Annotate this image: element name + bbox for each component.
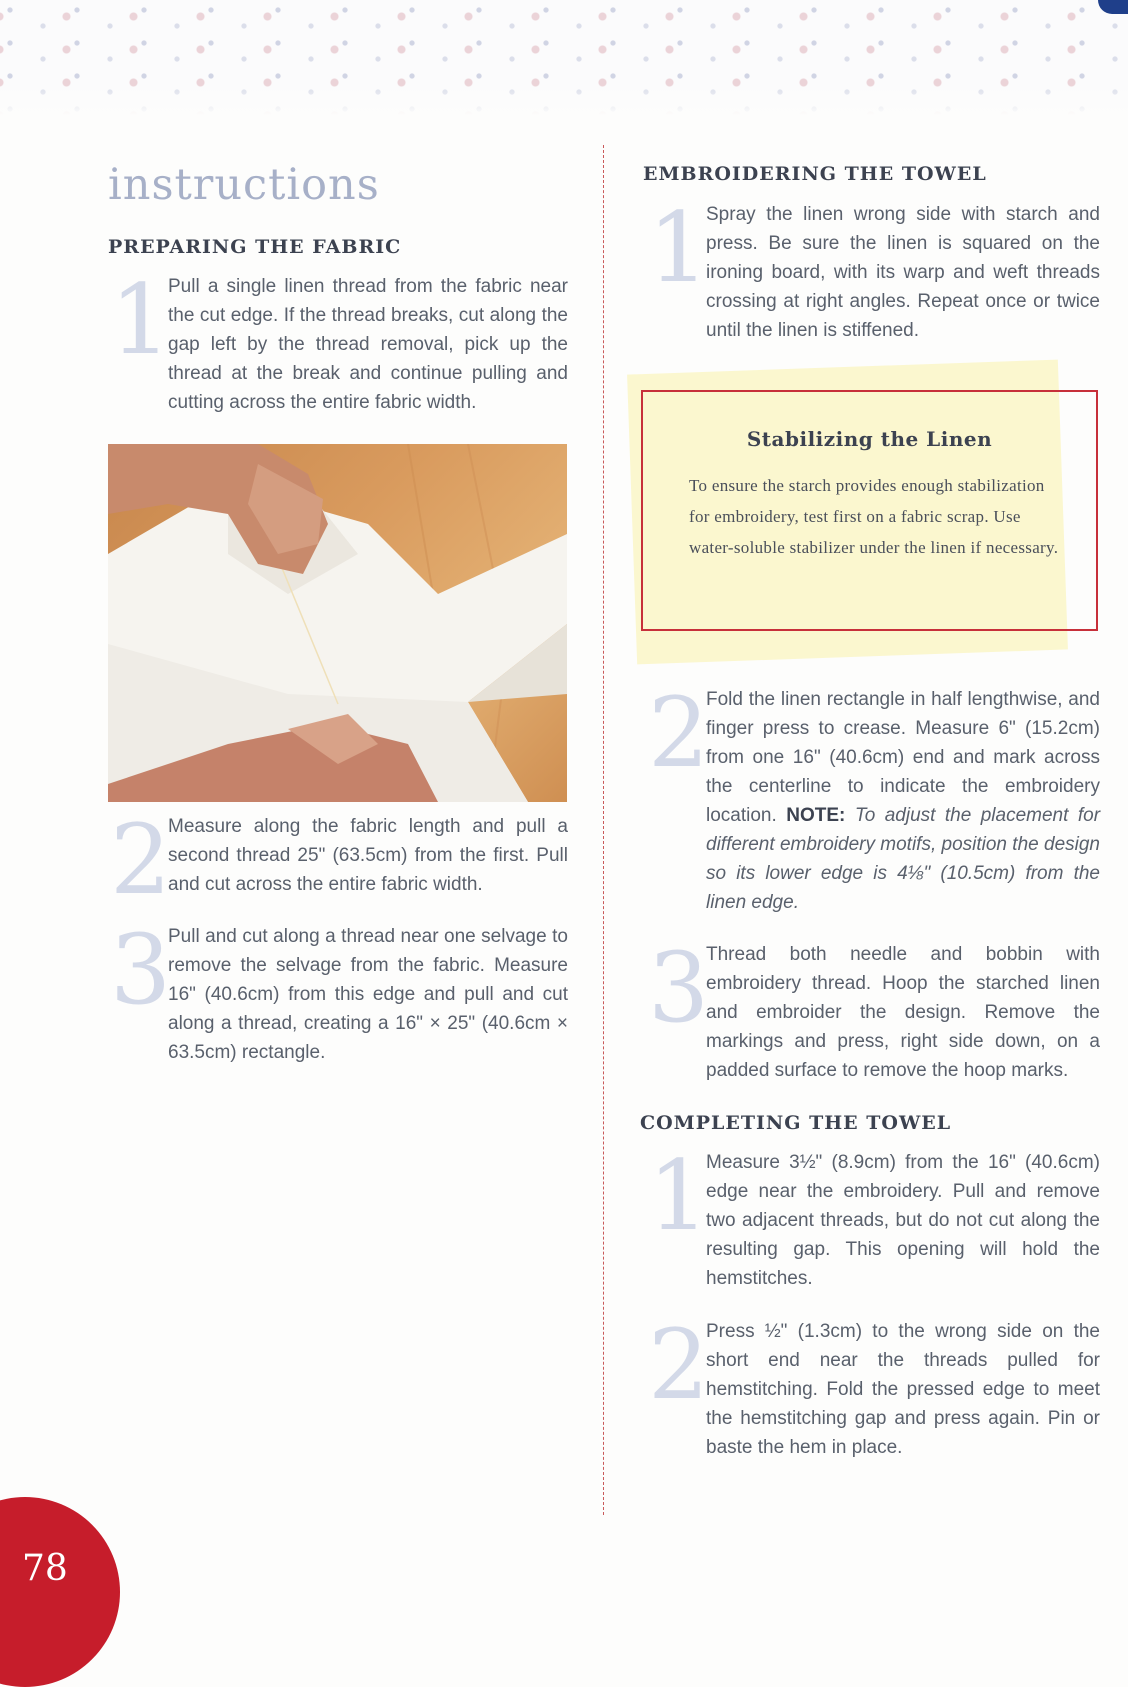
step-text: Pull and cut along a thread near one selvage to remove the selvage from the fabric. Measure 16" (40.6cm) from this edge and pull and cut along a thread, creating a 16" × 25" (40.6cm × 63.5cm) rectangle. xyxy=(168,926,568,1063)
step-number: 2 xyxy=(110,804,172,916)
step-text: Press ½" (1.3cm) to the wrong side on the short end near the threads pulled for hemstitching. Fold the pressed edge to meet the hemstitching gap and press again. Pin or baste the hem in place. xyxy=(706,1321,1100,1458)
stabilizing-callout-box xyxy=(641,390,1098,631)
column-divider xyxy=(603,145,604,1515)
page-number: 78 xyxy=(22,1548,68,1589)
step-text: Pull a single linen thread from the fabric near the cut edge. If the thread breaks, cut along the gap left by the thread removal, pick up the thread at the break and continue pulling and cutting across the entire fabric width. xyxy=(168,276,568,413)
step-number: 1 xyxy=(110,264,172,376)
completing-towel-heading: COMPLETING THE TOWEL xyxy=(640,1112,952,1134)
callout-body: To ensure the starch provides enough stabilization for embroidery, test first on a fabric scrap. Use water-soluble stabilizer under the linen if necessary. xyxy=(689,476,1059,557)
step-number: 2 xyxy=(648,677,710,789)
embroidering-towel-heading: EMBROIDERING THE TOWEL xyxy=(643,163,987,185)
step-number: 2 xyxy=(648,1309,710,1421)
step-number: 1 xyxy=(648,1140,710,1252)
step-main-text: Fold the linen rectangle in half lengthwise, and finger press to crease. Measure 6" (15.2cm) from one 16" (40.6cm) end and mark across the centerline to indicate the embroidery location. xyxy=(706,689,1100,826)
hands-pulling-thread-illustration xyxy=(108,444,567,802)
step-text: Measure along the fabric length and pull a second thread 25" (63.5cm) from the first. Pull and cut across the entire fabric width. xyxy=(168,816,568,895)
step-text: Measure 3½" (8.9cm) from the 16" (40.6cm) edge near the embroidery. Pull and remove two adjacent threads, but do not cut along the resulting gap. This opening will hold the hemstitches. xyxy=(706,1152,1100,1289)
header-fade xyxy=(0,85,1128,115)
step-text xyxy=(706,685,1100,917)
step-number: 3 xyxy=(648,932,710,1044)
note-label: NOTE: xyxy=(786,805,846,826)
page-title: instructions xyxy=(108,160,380,210)
step-text: Thread both needle and bobbin with embroidery thread. Hoop the starched linen and embroider the design. Remove the markings and press, right side down, on a padded surface to remove the hoop marks. xyxy=(706,944,1100,1081)
callout-title: Stabilizing the Linen xyxy=(746,427,993,451)
fabric-photo xyxy=(108,444,567,802)
preparing-fabric-heading: PREPARING THE FABRIC xyxy=(108,236,402,258)
page-number-badge xyxy=(0,1497,120,1687)
step-number: 3 xyxy=(110,914,172,1026)
step-text: Spray the linen wrong side with starch and press. Be sure the linen is squared on the ironing board, with its warp and weft threads crossing at right angles. Repeat once or twice until the linen is stiffened. xyxy=(706,204,1100,341)
note-text: To adjust the placement for different embroidery motifs, position the design so its lower edge is 4⅛" (10.5cm) from the linen edge. xyxy=(706,805,1101,913)
step-number: 1 xyxy=(648,192,710,304)
